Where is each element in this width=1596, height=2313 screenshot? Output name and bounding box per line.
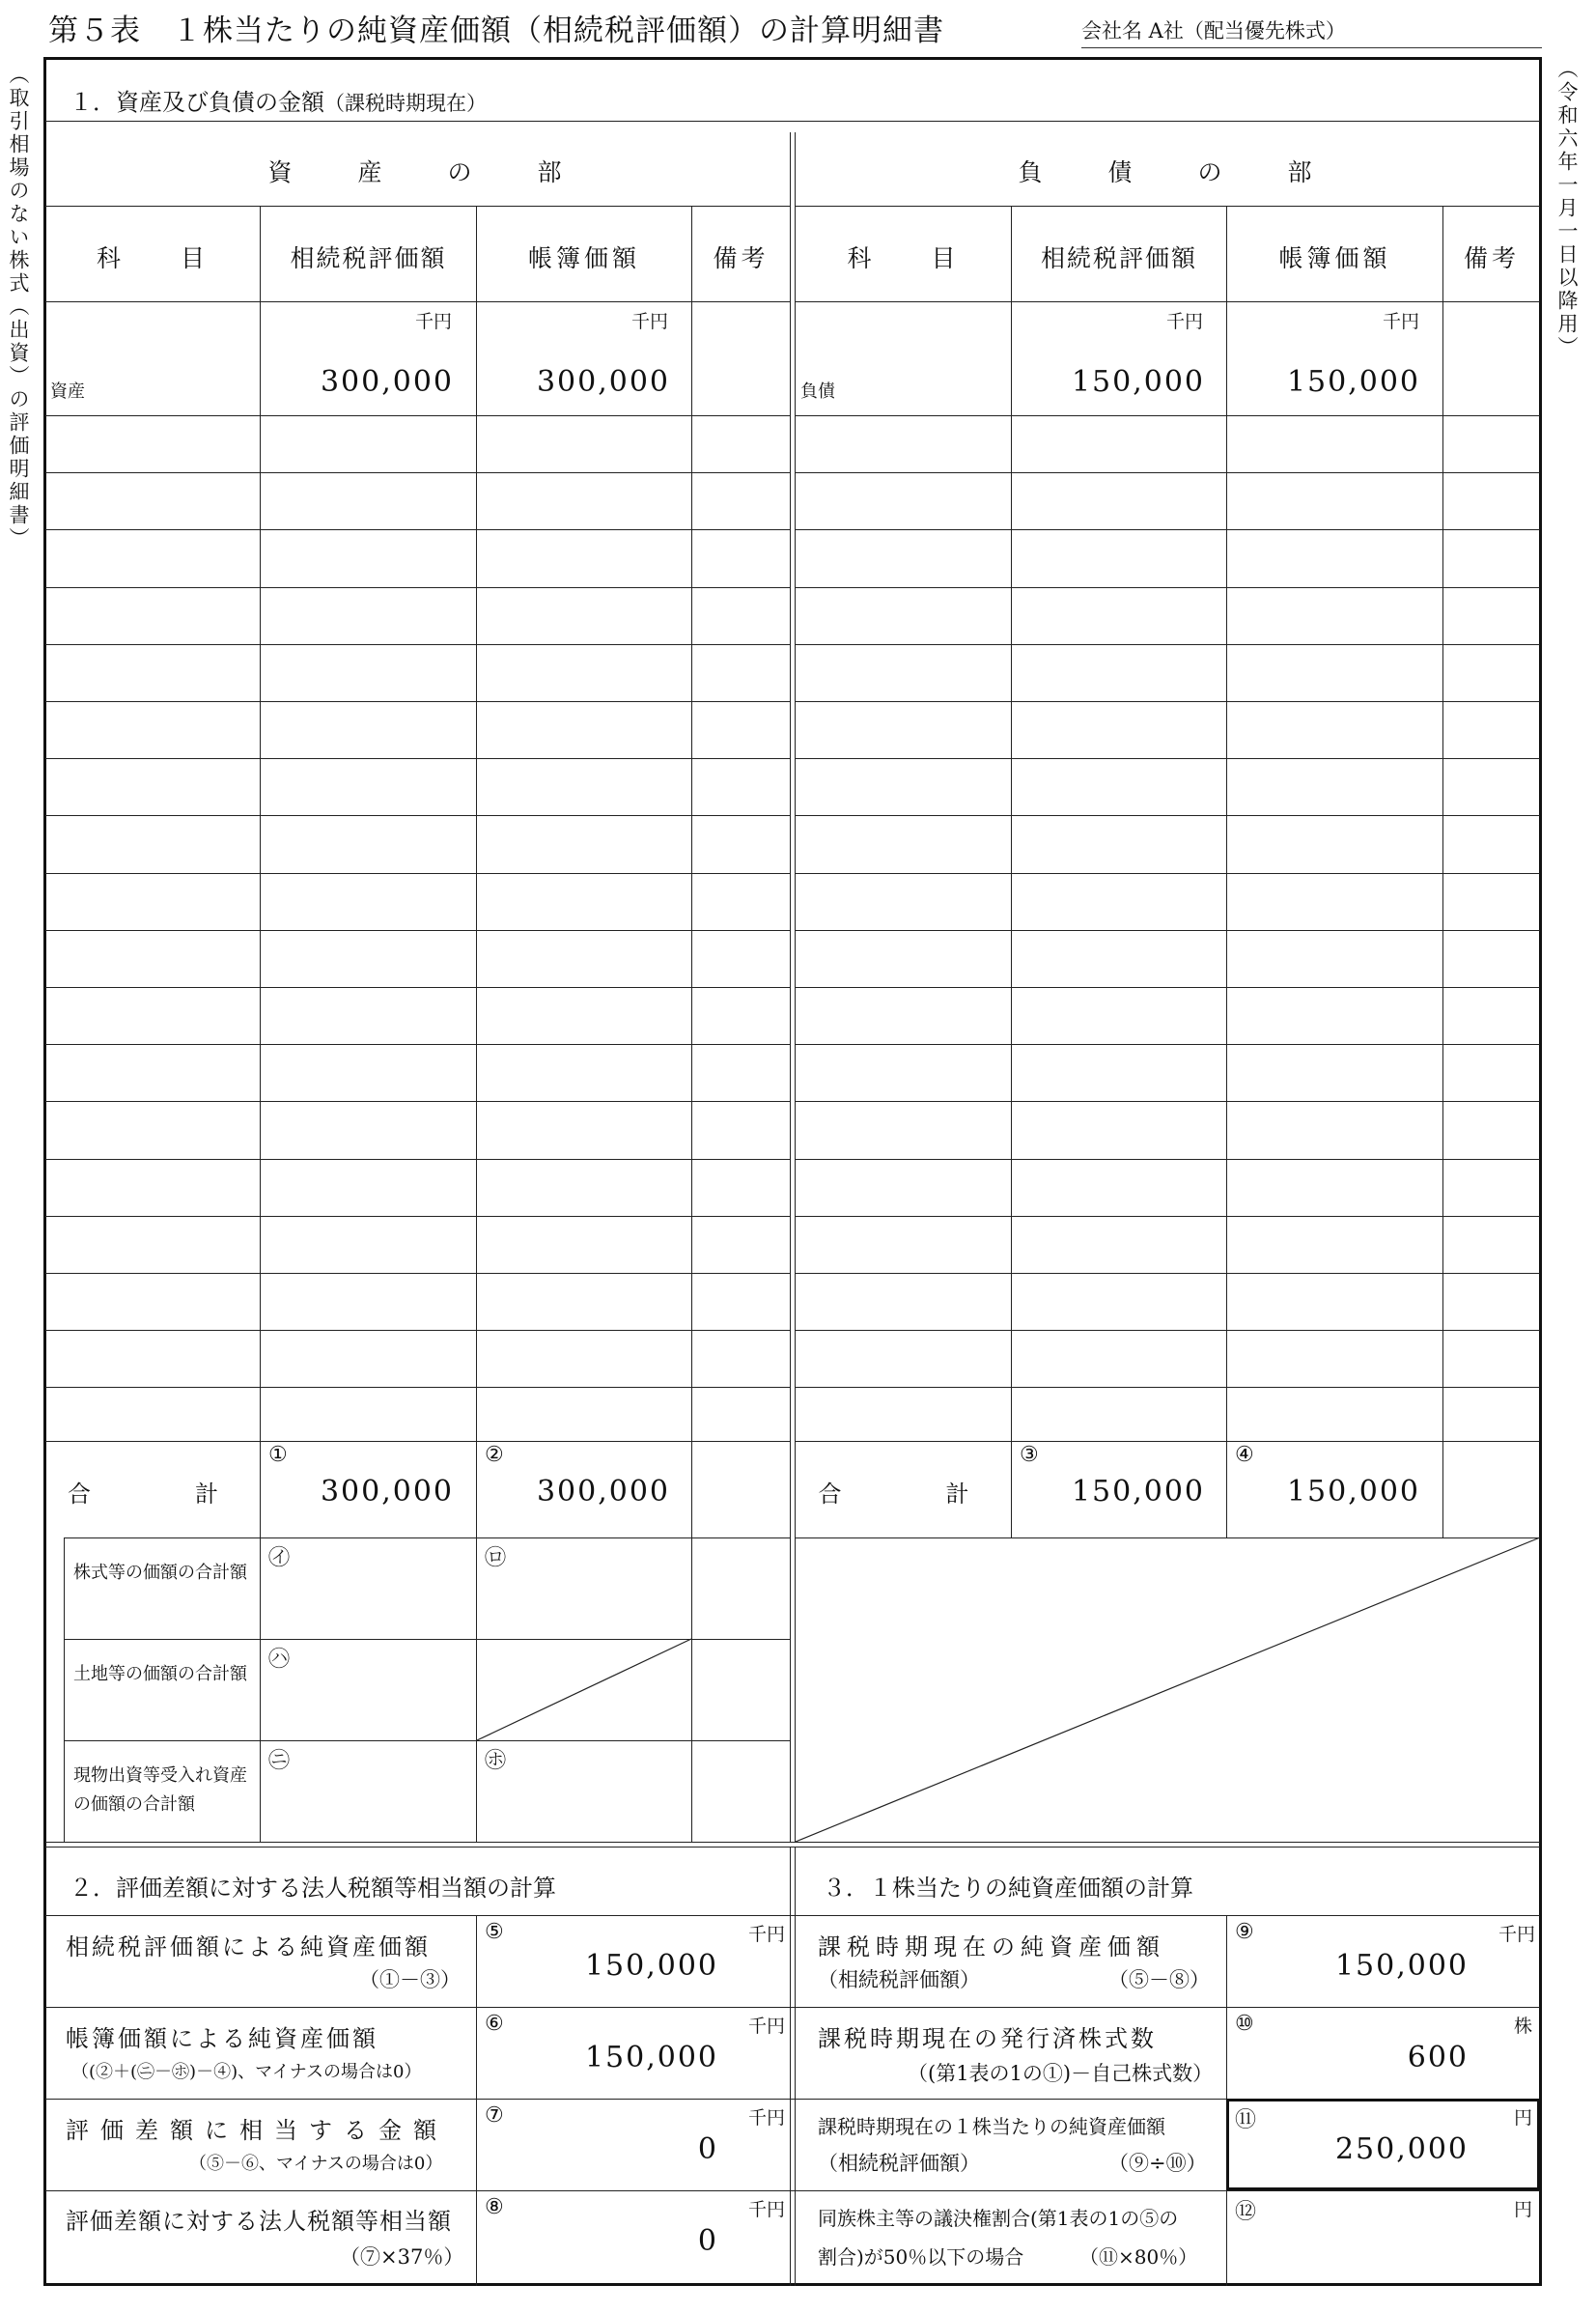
s3-row2-label: 課税時期現在の発行済株式数 (818, 2025, 1157, 2052)
subrow-label-land: 土地等の価額の合計額 (73, 1664, 247, 1684)
s2-row4-label: 評価差額に対する法人税額等相当額 (66, 2208, 452, 2235)
liab-col-note: 備考 (1463, 244, 1520, 272)
liab-col-item: 科 目 (847, 244, 960, 272)
s3-row2-sub: （(第1表の1の①)－自己株式数） (908, 2062, 1214, 2085)
subrow-label-stocks: 株式等の価額の合計額 (73, 1563, 247, 1583)
circle-5: ⑤ (485, 1920, 504, 1944)
company-name: 会社名 A社（配当優先株式） (1081, 19, 1346, 42)
s3-row3-value: 250,000 (1334, 2132, 1469, 2166)
assets-col-note: 備考 (713, 244, 770, 272)
side-label-left: （取引相場のない株式（出資）の評価明細書） (7, 64, 30, 550)
s3-row3-label: 課税時期現在の１株当たりの純資産価額 (818, 2115, 1165, 2138)
liab-col-eval: 相続税評価額 (1040, 244, 1197, 272)
s2-row4-value: 0 (697, 2224, 718, 2258)
circle-11: ⑪ (1235, 2108, 1257, 2132)
circle-1: ① (268, 1443, 288, 1467)
s2-row1-unit: 千円 (748, 1924, 786, 1945)
s3-row3-unit: 円 (1514, 2107, 1533, 2129)
liab-blank-diagonal (796, 1537, 1540, 1842)
s3-row4-label: 同族株主等の議決権割合(第1表の1の⑤の (818, 2207, 1179, 2230)
section1-title: １．資産及び負債の金額（課税時期現在） (70, 89, 487, 116)
liabilities-header: 負 債 の 部 (1018, 158, 1318, 186)
s2-row1-value: 150,000 (584, 1949, 718, 1983)
section2-title: ２．評価差額に対する法人税額等相当額の計算 (70, 1875, 556, 1902)
asset-item-label: 資産 (50, 381, 85, 402)
s3-row3-sub2: （⑨÷⑩） (1108, 2152, 1207, 2175)
circle-ha: ㋩ (268, 1648, 291, 1672)
circle-i: ㋑ (268, 1546, 291, 1570)
s3-row2-unit: 株 (1514, 2016, 1533, 2037)
liab-total-eval: 150,000 (1071, 1475, 1205, 1509)
bottom-rule-3 (45, 2190, 1540, 2191)
s2-row4-unit: 千円 (748, 2199, 786, 2220)
land-book-diagonal (477, 1639, 691, 1740)
s2-row2-value: 150,000 (584, 2041, 718, 2074)
section3-title: ３．１株当たりの純資産価額の計算 (823, 1875, 1193, 1902)
s3-row4-sub: 割合)が50％以下の場合 (818, 2245, 1024, 2269)
section1-bottom-rule-2 (45, 1847, 1540, 1848)
liab-book-unit: 千円 (1383, 311, 1420, 332)
assets-header: 資 産 の 部 (267, 158, 568, 186)
s3-row2-value: 600 (1407, 2041, 1469, 2074)
form-title: 第５表 １株当たりの純資産価額（相続税評価額）の計算明細書 (48, 14, 944, 48)
s2-row3-sub: （⑤－⑥、マイナスの場合は0） (189, 2154, 443, 2174)
s3-row1-label: 課税時期現在の純資産価額 (818, 1933, 1165, 1960)
s2-row2-sub: （(②＋(㋥－㋭)－④)、マイナスの場合は0） (71, 2062, 422, 2082)
circle-4: ④ (1235, 1443, 1254, 1467)
assets-total-book: 300,000 (536, 1475, 670, 1509)
asset-eval-value: 300,000 (320, 365, 454, 399)
bottom-rule-0 (45, 1915, 1540, 1916)
circle-10: ⑩ (1235, 2012, 1254, 2036)
circle-3: ③ (1020, 1443, 1039, 1467)
circle-9: ⑨ (1235, 1920, 1254, 1944)
bottom-center-divider-2 (795, 1847, 796, 2286)
asset-book-value: 300,000 (536, 365, 670, 399)
liab-eval-value: 150,000 (1071, 365, 1205, 399)
s2-row1-label: 相続税評価額による純資産価額 (66, 1933, 431, 1960)
s2-row4-sub: （⑦×37％） (340, 2245, 464, 2269)
bottom-center-divider-1 (790, 1847, 791, 2286)
s2-row3-value: 0 (697, 2132, 718, 2166)
s2-row2-unit: 千円 (748, 2016, 786, 2037)
asset-eval-unit: 千円 (415, 311, 453, 332)
s3-row1-sub2: （⑤－⑧） (1108, 1968, 1210, 1991)
liab-eval-unit: 千円 (1166, 311, 1204, 332)
circle-ro: ㋺ (485, 1546, 507, 1570)
s3-row1-value: 150,000 (1334, 1949, 1469, 1983)
assets-col-book: 帳簿価額 (527, 244, 640, 272)
circle-7: ⑦ (485, 2103, 504, 2128)
assets-col-eval: 相続税評価額 (290, 244, 447, 272)
s2-row2-label: 帳簿価額による純資産価額 (66, 2025, 378, 2052)
s3-row4-sub2: （⑪×80％） (1079, 2245, 1198, 2269)
liab-total-label: 合 計 (818, 1481, 989, 1508)
liab-item-label: 負債 (800, 381, 835, 402)
s3-row4-unit: 円 (1514, 2199, 1533, 2220)
s2-row3-unit: 千円 (748, 2107, 786, 2129)
assets-col-item: 科 目 (96, 244, 209, 272)
circle-ni: ㋥ (268, 1749, 291, 1773)
s3-row1-unit: 千円 (1498, 1924, 1536, 1945)
s2-row3-label: 評価差額に相当する金額 (66, 2117, 448, 2144)
asset-book-unit: 千円 (631, 311, 669, 332)
liab-book-value: 150,000 (1286, 365, 1420, 399)
circle-ho: ㋭ (485, 1749, 507, 1773)
side-label-right: （令和六年一月一日以降用） (1555, 58, 1579, 359)
s3-row1-sub: （相続税評価額） (818, 1968, 980, 1991)
circle-6: ⑥ (485, 2012, 504, 2036)
assets-total-eval: 300,000 (320, 1475, 454, 1509)
assets-total-label: 合 計 (68, 1481, 238, 1508)
circle-12: ⑫ (1235, 2200, 1257, 2224)
s2-row1-sub: （①－③） (359, 1968, 461, 1991)
liab-total-book: 150,000 (1286, 1475, 1420, 1509)
circle-8: ⑧ (485, 2195, 504, 2219)
liab-col-book: 帳簿価額 (1278, 244, 1391, 272)
subrow-label-contribution: 現物出資等受入れ資産の価額の合計額 (73, 1765, 247, 1815)
section1-bottom-rule-1 (45, 1842, 1540, 1843)
circle-2: ② (485, 1443, 504, 1467)
s3-row3-sub: （相続税評価額） (818, 2152, 980, 2175)
bottom-rule-1 (45, 2007, 1540, 2008)
